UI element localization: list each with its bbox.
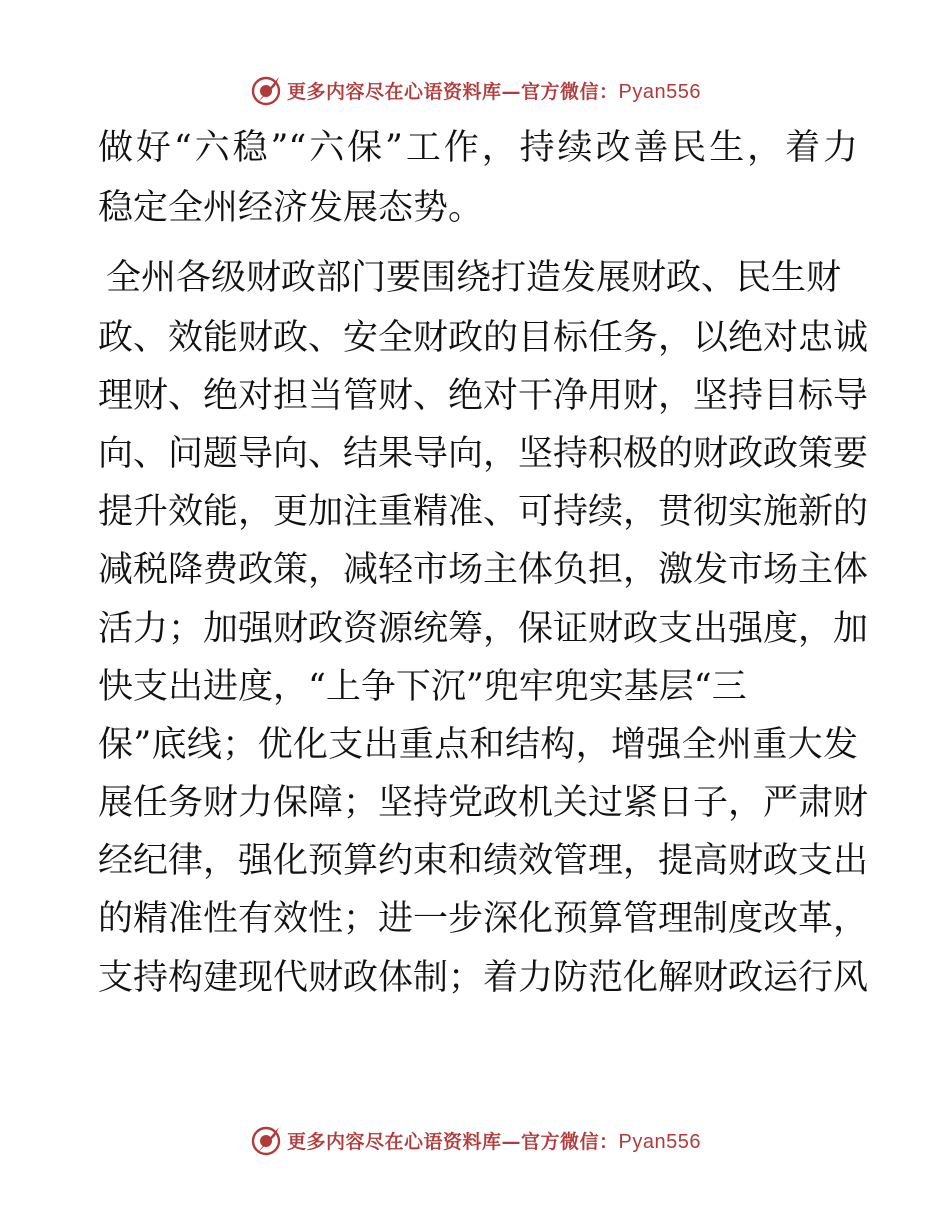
text-line: 理财、绝对担当管财、绝对干净用财，坚持目标导 bbox=[98, 376, 869, 416]
text-line: 做好“六稳”“六保”工作，持续改善民生，着力 bbox=[98, 128, 858, 168]
header-watermark bbox=[0, 70, 950, 110]
text-line: 向、问题导向、结果导向，坚持积极的财政政策要 bbox=[98, 434, 869, 474]
text-line: 展任务财力保障；坚持党政机关过紧日子，严肃财 bbox=[98, 783, 869, 823]
text-line: 活力；加强财政资源统筹，保证财政支出强度，加 bbox=[98, 609, 869, 649]
text-line: 全州各级财政部门要围绕打造发展财政、民生财 bbox=[106, 258, 842, 298]
text-line: 保”底线；优化支出重点和结构，增强全州重大发 bbox=[98, 725, 858, 765]
text-line: 提升效能，更加注重精准、可持续，贯彻实施新的 bbox=[98, 492, 869, 532]
text-line: 稳定全州经济发展态势。 bbox=[98, 188, 484, 228]
text-line: 减税降费政策，减轻市场主体负担，激发市场主体 bbox=[98, 550, 869, 590]
watermark-text: 更多内容尽在心语资料库—官方微信：Pyan556 bbox=[287, 1130, 701, 1153]
footer-watermark bbox=[0, 1120, 950, 1160]
watermark-text: 更多内容尽在心语资料库—官方微信：Pyan556 bbox=[287, 80, 701, 103]
quill-pen-emblem-icon bbox=[249, 73, 283, 107]
text-line: 政、效能财政、安全财政的目标任务，以绝对忠诚 bbox=[98, 318, 869, 358]
text-line: 经纪律，强化预算约束和绩效管理，提高财政支出 bbox=[98, 841, 869, 881]
text-line: 支持构建现代财政体制；着力防范化解财政运行风 bbox=[98, 958, 869, 998]
text-line: 的精准性有效性；进一步深化预算管理制度改革， bbox=[98, 899, 869, 939]
quill-pen-emblem-icon bbox=[249, 1123, 283, 1157]
text-line: 快支出进度，“上争下沉”兜牢兜实基层“三 bbox=[98, 667, 747, 707]
